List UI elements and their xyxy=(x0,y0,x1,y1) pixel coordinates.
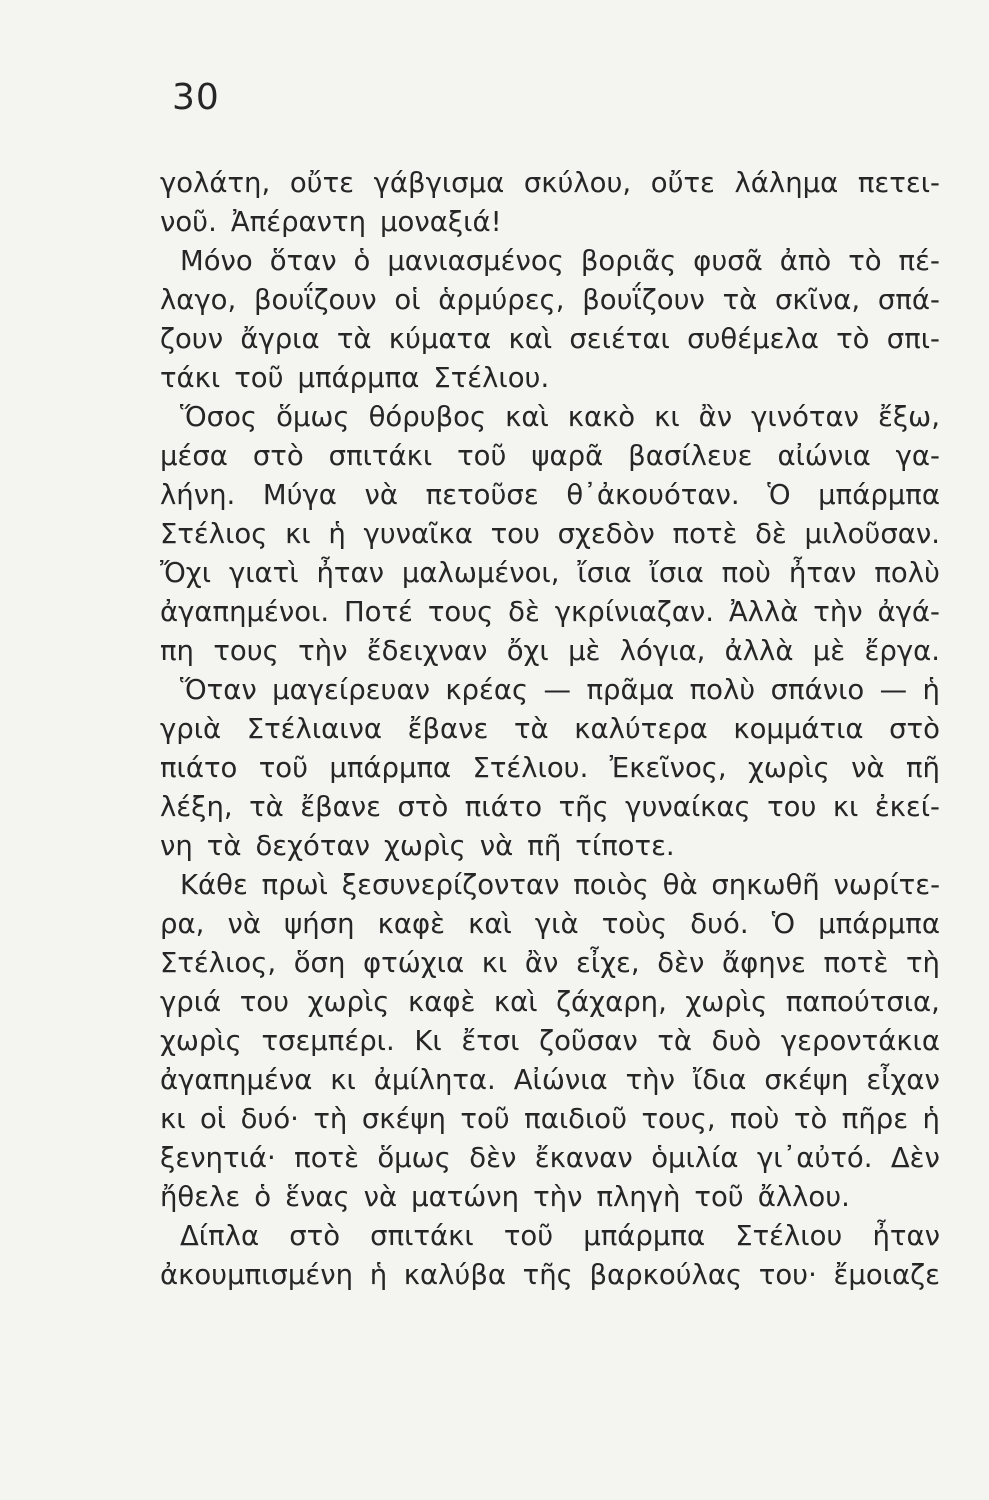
word: εἶχε, xyxy=(575,947,640,979)
word: πρᾶμα xyxy=(586,674,675,706)
word: ποὺ xyxy=(721,557,771,589)
word: ὅμως xyxy=(276,401,350,433)
word: καφὲ xyxy=(377,908,445,940)
word: μαγείρευαν xyxy=(272,674,430,706)
word: τοῦ xyxy=(234,362,284,394)
word: του xyxy=(490,518,540,550)
word: λέξη, xyxy=(160,791,233,823)
word: τάκι xyxy=(160,362,221,394)
word: νωρίτε- xyxy=(833,869,940,901)
word: γολάτη, xyxy=(160,167,271,199)
word: τὴ xyxy=(313,1103,348,1135)
word: τὸ xyxy=(793,1103,828,1135)
word: σχεδὸν xyxy=(557,518,655,550)
word: πετει- xyxy=(857,167,940,199)
word: ποτὲ xyxy=(823,947,889,979)
word: δὲ xyxy=(508,596,540,628)
word: ἔδειχναν xyxy=(366,635,488,667)
word: οἱ xyxy=(199,1103,227,1135)
text-line xyxy=(160,827,940,866)
word: Στέλιος, xyxy=(160,947,277,979)
word: πῆ xyxy=(527,830,562,862)
word: μιλοῦσαν. xyxy=(804,518,940,550)
word: τὸ xyxy=(848,245,882,277)
word: γυναίκας xyxy=(625,791,751,823)
word: μπάρμπα xyxy=(297,362,420,394)
word: καὶ xyxy=(468,908,512,940)
word: πιάτο xyxy=(160,752,238,784)
word: ψήση xyxy=(284,908,355,940)
word: ἀμίλητα. xyxy=(373,1064,496,1096)
word: Ὅσος xyxy=(180,401,258,433)
word: ἴσια xyxy=(649,557,704,589)
word: Μύγα xyxy=(262,479,337,511)
word: τὰ xyxy=(206,830,242,862)
text-line xyxy=(160,1256,940,1295)
word: μπάρμπα xyxy=(818,479,940,511)
word: πολὺ xyxy=(874,557,940,589)
word: ὅμως xyxy=(377,1142,451,1174)
word: — xyxy=(879,674,908,706)
word: τὴν xyxy=(813,596,863,628)
page-number: 30 xyxy=(172,77,220,118)
word: κι xyxy=(285,518,311,550)
word: λάλημα xyxy=(734,167,839,199)
word: τοῦ xyxy=(460,1103,510,1135)
text-line xyxy=(160,359,940,398)
word: γριά xyxy=(160,986,222,1018)
word: τὴν xyxy=(625,1064,675,1096)
word: καλύτερα xyxy=(574,713,708,745)
text-line xyxy=(160,398,940,437)
word: Δίπλα xyxy=(180,1220,260,1252)
word: Στέλιος xyxy=(160,518,268,550)
word: ξενητιά· xyxy=(160,1142,276,1174)
word: θ᾿ἀκουόταν. xyxy=(566,479,740,511)
word: τους xyxy=(427,596,494,628)
word: γριὰ xyxy=(160,713,222,745)
word: καὶ xyxy=(505,401,549,433)
word: πρωὶ xyxy=(261,869,328,901)
word: ὄχι xyxy=(506,635,549,667)
word: ξεσυνερίζονταν xyxy=(341,869,560,901)
word: χωρὶς xyxy=(748,752,830,784)
word: οὔτε xyxy=(650,167,715,199)
word: ὁμιλία xyxy=(651,1142,739,1174)
word: ψαρᾶ xyxy=(531,440,604,472)
word: σπά- xyxy=(877,284,940,316)
word: γκρίνιαζαν. xyxy=(554,596,714,628)
word: τὸ xyxy=(836,323,870,355)
word: νὰ xyxy=(364,479,399,511)
word: λόγια, xyxy=(619,635,706,667)
word: σκέψη xyxy=(764,1064,849,1096)
word: νὰ xyxy=(363,1181,398,1213)
word: δυό· xyxy=(240,1103,299,1135)
body-text xyxy=(160,164,940,1295)
word: Στέλιου. xyxy=(433,362,550,394)
word: πιάτο xyxy=(464,791,543,823)
word: βουΐζουν xyxy=(253,284,377,316)
text-line xyxy=(160,866,940,905)
word: πέ- xyxy=(898,245,940,277)
word: βοριᾶς xyxy=(580,245,677,277)
text-line xyxy=(160,164,940,203)
word: βαρκούλας xyxy=(589,1259,743,1291)
word: ἔβανε xyxy=(300,791,382,823)
word: τους, xyxy=(641,1103,716,1135)
word: ἦταν xyxy=(316,557,384,589)
word: — xyxy=(543,674,572,706)
word: ὅση xyxy=(293,947,346,979)
word: μπάρμπα xyxy=(329,752,452,784)
text-line xyxy=(160,320,940,359)
word: Ὁ xyxy=(767,479,791,511)
word: στὸ xyxy=(289,1220,341,1252)
word: νη xyxy=(160,830,193,862)
word: ἀπὸ xyxy=(779,245,832,277)
text-line xyxy=(160,242,940,281)
word: κι xyxy=(330,1064,356,1096)
word: σπιτάκι xyxy=(370,1220,474,1252)
word: καὶ xyxy=(493,986,538,1018)
text-line xyxy=(160,632,940,671)
word: μπάρμπα xyxy=(583,1220,706,1252)
word: ἡ xyxy=(922,674,940,706)
text-line xyxy=(160,281,940,320)
word: μπάρμπα xyxy=(818,908,940,940)
text-line xyxy=(160,437,940,476)
text-line xyxy=(160,905,940,944)
word: χωρὶς xyxy=(685,986,768,1018)
word: Ὁ xyxy=(771,908,796,940)
word: γι᾿αὐτό. xyxy=(756,1142,873,1174)
word: ἄφηνε xyxy=(721,947,806,979)
word: χωρὶς xyxy=(307,986,390,1018)
word: οἱ xyxy=(394,284,421,316)
text-line xyxy=(160,983,940,1022)
word: ἔργα. xyxy=(864,635,940,667)
word: του· xyxy=(758,1259,817,1291)
word: σπιτάκι xyxy=(328,440,433,472)
word: ζουν xyxy=(160,323,224,355)
word: γυναῖκα xyxy=(363,518,473,550)
word: τὰ xyxy=(722,284,758,316)
word: Ποτέ xyxy=(344,596,413,628)
word: ἔξω, xyxy=(877,401,940,433)
text-line xyxy=(160,1100,940,1139)
word: πληγὴ xyxy=(596,1181,681,1213)
word: σπάνιο xyxy=(770,674,865,706)
text-line xyxy=(160,203,940,242)
word: συθέμελα xyxy=(687,323,819,355)
word: κι xyxy=(832,791,859,823)
word: ἦταν xyxy=(872,1220,940,1252)
word: καφὲ xyxy=(407,986,476,1018)
word: γεροντάκια xyxy=(780,1025,940,1057)
word: ἡ xyxy=(922,1103,940,1135)
word: Δὲν xyxy=(890,1142,940,1174)
word: καὶ xyxy=(508,323,553,355)
text-line xyxy=(160,515,940,554)
word: στὸ xyxy=(252,440,304,472)
word: ἡ xyxy=(328,518,346,550)
word: ἐκεί- xyxy=(874,791,940,823)
word: ἴσια xyxy=(577,557,632,589)
word: στὸ xyxy=(397,791,449,823)
word: βουΐζουν xyxy=(582,284,705,316)
word: Ἐκεῖνος, xyxy=(609,752,727,784)
word: οὔτε xyxy=(289,167,355,199)
text-line xyxy=(160,1022,940,1061)
word: εἶχαν xyxy=(866,1064,940,1096)
word: τὴν xyxy=(533,1181,583,1213)
word: μαλωμένοι, xyxy=(401,557,560,589)
word: νὰ xyxy=(479,830,514,862)
word: ἡ xyxy=(369,1259,388,1291)
text-line xyxy=(160,1061,940,1100)
word: καλύβα xyxy=(403,1259,506,1291)
word: τοῦ xyxy=(258,752,308,784)
word: τὰ xyxy=(514,713,549,745)
word: γα- xyxy=(895,440,940,472)
word: θὰ xyxy=(662,869,698,901)
word: ποτὲ xyxy=(672,518,738,550)
word: ἀγά- xyxy=(877,596,940,628)
word: γινόταν xyxy=(751,401,859,433)
text-line xyxy=(160,944,940,983)
text-line xyxy=(160,476,940,515)
word: μανιασμένος xyxy=(387,245,564,277)
word: σκέψη xyxy=(361,1103,446,1135)
word: Αἰώνια xyxy=(513,1064,608,1096)
word: ποιὸς xyxy=(573,869,649,901)
word: ὅταν xyxy=(269,245,337,277)
word: σκύλου, xyxy=(523,167,632,199)
word: ὁ xyxy=(353,245,371,277)
text-line xyxy=(160,593,940,632)
word: πολὺ xyxy=(689,674,756,706)
word: ἄλλου. xyxy=(757,1181,850,1213)
word: σηκωθῆ xyxy=(711,869,820,901)
word: τὴν xyxy=(298,635,348,667)
word: κι xyxy=(160,1103,186,1135)
word: τοὺς xyxy=(601,908,668,940)
word: ἀκουμπισμένη xyxy=(160,1259,354,1291)
word: ἦταν xyxy=(788,557,857,589)
word: τὴ xyxy=(905,947,940,979)
word: δεχόταν xyxy=(255,830,370,862)
word: ποτὲ xyxy=(294,1142,359,1174)
text-line xyxy=(160,1217,940,1256)
word: λαγο, xyxy=(160,284,237,316)
word: δυὸ xyxy=(711,1025,762,1057)
word: στὸ xyxy=(889,713,940,745)
word: ἔτσι xyxy=(461,1025,520,1057)
word: γάβγισμα xyxy=(373,167,505,199)
word: ὁ xyxy=(254,1181,272,1213)
word: τοῦ xyxy=(457,440,507,472)
word: πη xyxy=(160,635,194,667)
word: ἕνας xyxy=(285,1181,350,1213)
word: τὰ xyxy=(249,791,284,823)
word: κρέας xyxy=(445,674,529,706)
word: του xyxy=(767,791,817,823)
word: πῆ xyxy=(905,752,940,784)
word: δὲν xyxy=(469,1142,517,1174)
word: σειέται xyxy=(569,323,670,355)
word: κι xyxy=(481,947,508,979)
word: βασίλευε xyxy=(628,440,753,472)
word: ἔμοιαζε xyxy=(833,1259,940,1291)
word: δυό. xyxy=(690,908,749,940)
word: τσεμπέρι. xyxy=(261,1025,395,1057)
word: τοῦ xyxy=(694,1181,744,1213)
word: φυσᾶ xyxy=(693,245,763,277)
word: ἴδια xyxy=(692,1064,747,1096)
text-line xyxy=(160,1139,940,1178)
word: λήνη. xyxy=(160,479,236,511)
word: κύματα xyxy=(388,323,492,355)
word: χωρὶς xyxy=(383,830,466,862)
word: ἂν xyxy=(524,947,559,979)
text-line xyxy=(160,710,940,749)
word: σκῖνα, xyxy=(775,284,861,316)
word: νὰ xyxy=(851,752,885,784)
word: ἔβανε xyxy=(407,713,489,745)
word: νὰ xyxy=(227,908,261,940)
word: Ὅταν xyxy=(180,674,257,706)
word: τὰ xyxy=(336,323,372,355)
word: Στέλιου. xyxy=(472,752,589,784)
word: παπούτσια, xyxy=(785,986,940,1018)
word: πῆρε xyxy=(841,1103,909,1135)
word: ζοῦσαν xyxy=(539,1025,638,1057)
word: τοῦ xyxy=(503,1220,554,1252)
word: τους xyxy=(213,635,279,667)
word: χωρὶς xyxy=(160,1025,242,1057)
word: μὲ xyxy=(568,635,601,667)
text-line xyxy=(160,749,940,788)
word: τῆς xyxy=(558,791,609,823)
word: Ἀλλὰ xyxy=(728,596,799,628)
word: ζάχαρη, xyxy=(556,986,667,1018)
word: φτώχια xyxy=(363,947,465,979)
word: τῆς xyxy=(522,1259,573,1291)
word: μέσα xyxy=(160,440,228,472)
word: Στέλιου xyxy=(735,1220,843,1252)
word: Ἀπέραντη xyxy=(230,206,367,238)
word: δὲ xyxy=(755,518,787,550)
word: μὲ xyxy=(812,635,846,667)
word: κι xyxy=(654,401,680,433)
word: ρα, xyxy=(160,908,205,940)
word: κομμάτια xyxy=(733,713,864,745)
text-line xyxy=(160,554,940,593)
word: παιδιοῦ xyxy=(524,1103,628,1135)
word: μοναξιά! xyxy=(380,206,502,238)
word: ἂν xyxy=(698,401,733,433)
word: τίποτε. xyxy=(575,830,675,862)
text-line xyxy=(160,1178,940,1217)
word: ἔκαναν xyxy=(534,1142,633,1174)
word: του xyxy=(239,986,290,1018)
word: Κάθε xyxy=(180,869,248,901)
word: ποὺ xyxy=(730,1103,780,1135)
word: ἀγαπημένοι. xyxy=(160,596,330,628)
word: ἁρμύρες, xyxy=(438,284,565,316)
word: ἀγαπημένα xyxy=(160,1064,313,1096)
word: ἀλλὰ xyxy=(724,635,794,667)
word: Ὄχι xyxy=(160,557,211,589)
word: νοῦ. xyxy=(160,206,217,238)
word: ματώνη xyxy=(411,1181,520,1213)
text-line xyxy=(160,671,940,710)
word: τὰ xyxy=(657,1025,693,1057)
word: γιὰ xyxy=(534,908,579,940)
word: Κι xyxy=(414,1025,442,1057)
word: πετοῦσε xyxy=(425,479,539,511)
text-line xyxy=(160,788,940,827)
word: ἄγρια xyxy=(240,323,320,355)
word: Μόνο xyxy=(180,245,253,277)
word: κακὸ xyxy=(567,401,636,433)
word: γιατὶ xyxy=(228,557,299,589)
word: αἰώνια xyxy=(777,440,871,472)
word: Στέλιαινα xyxy=(246,713,383,745)
word: θόρυβος xyxy=(368,401,487,433)
word: ἤθελε xyxy=(160,1181,241,1213)
word: σπι- xyxy=(886,323,940,355)
word: δὲν xyxy=(657,947,705,979)
